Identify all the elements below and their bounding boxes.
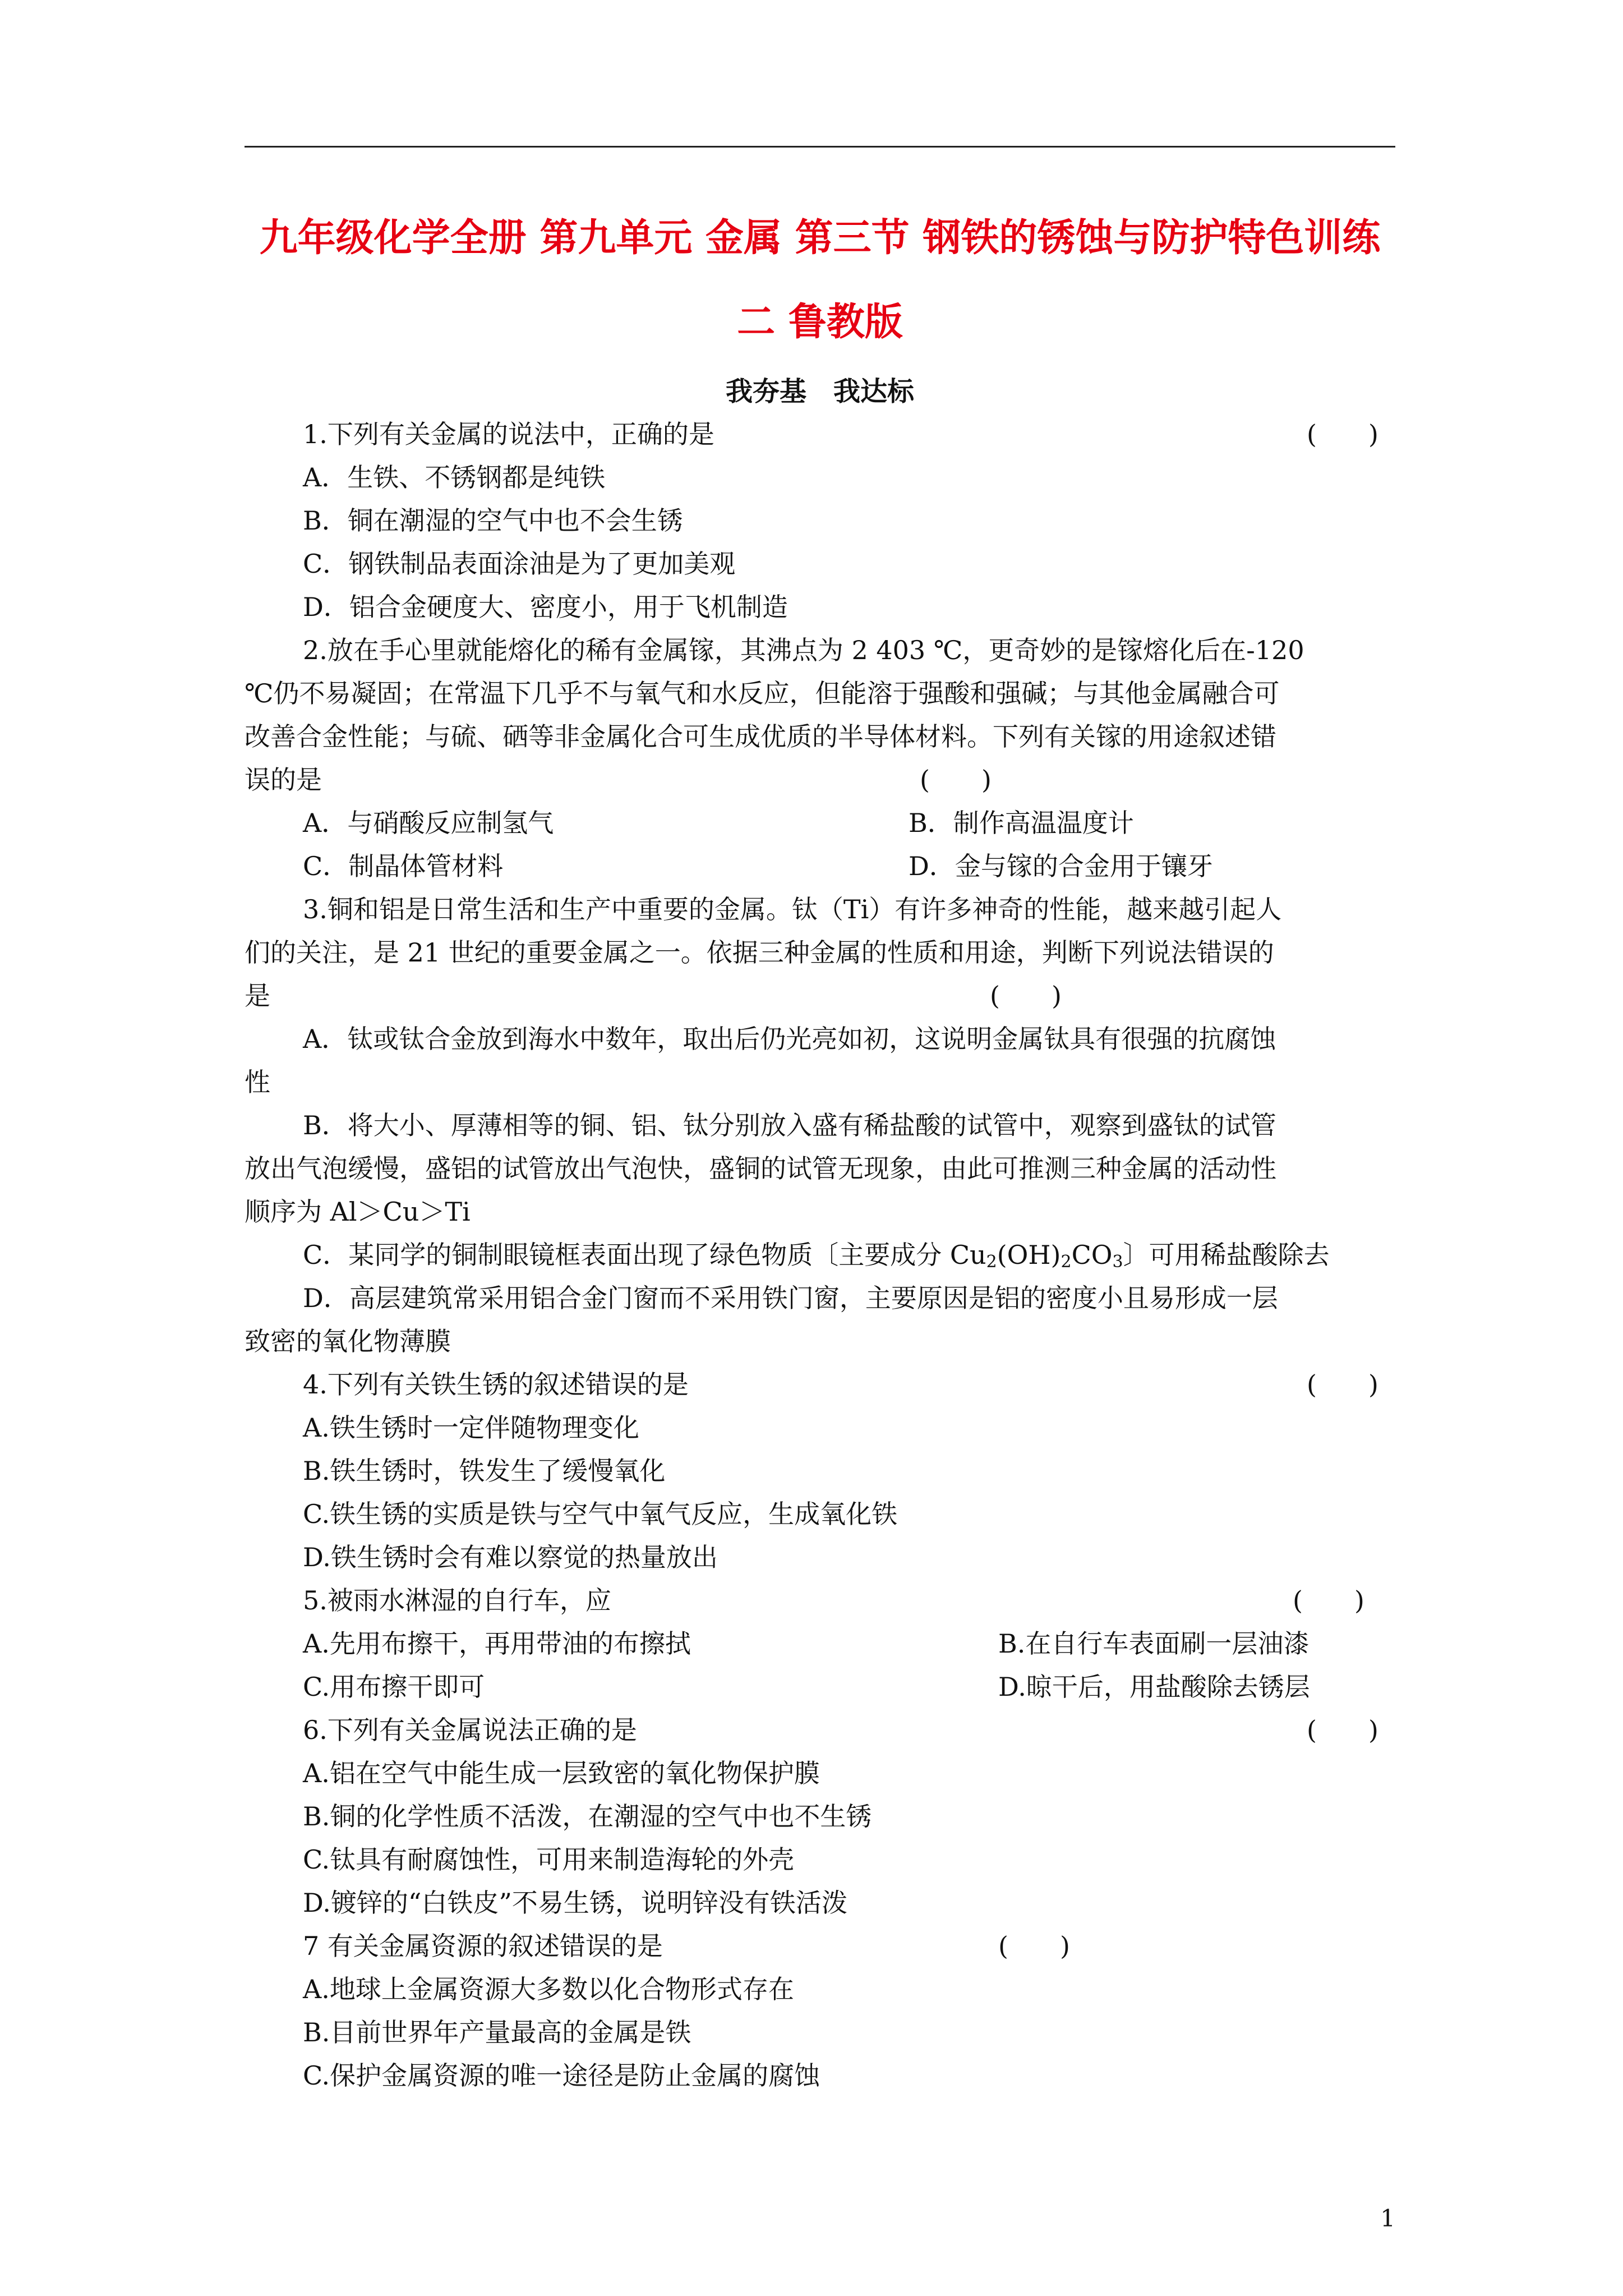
question-1-stem: 1.下列有关金属的说法中，正确的是 xyxy=(303,419,714,449)
question-2-stem-line-3: 改善合金性能；与硫、硒等非金属化合可生成优质的半导体材料。下列有关镓的用途叙述错 xyxy=(245,721,1276,752)
question-2-stem-line-2: ℃仍不易凝固；在常温下几乎不与氧气和水反应，但能溶于强酸和强碱；与其他金属融合可 xyxy=(245,678,1280,708)
subscript: 2 xyxy=(1061,1252,1072,1272)
question-2-option-c: C．制晶体管材料 xyxy=(303,851,504,881)
question-3-stem-line-3: 是 xyxy=(245,981,270,1011)
question-2-stem-line-4: 误的是 xyxy=(245,765,322,795)
question-5-option-d: D.晾干后，用盐酸除去锈层 xyxy=(998,1672,1310,1702)
question-3-option-a-line-2: 性 xyxy=(245,1067,270,1097)
header-rule xyxy=(245,146,1395,148)
question-3-option-a-line-1: A．钛或钛合金放到海水中数年，取出后仍光亮如初，这说明金属钛具有很强的抗腐蚀 xyxy=(303,1024,1276,1054)
question-2-option-d: D．金与镓的合金用于镶牙 xyxy=(909,851,1213,881)
question-3-option-b-line-2: 放出气泡缓慢，盛铝的试管放出气泡快，盛铜的试管无现象，由此可推测三种金属的活动性 xyxy=(245,1153,1276,1184)
question-6-option-c: C.钛具有耐腐蚀性，可用来制造海轮的外壳 xyxy=(303,1844,795,1875)
question-1-option-c: C．钢铁制品表面涂油是为了更加美观 xyxy=(303,549,736,579)
question-5-stem: 5.被雨水淋湿的自行车，应 xyxy=(303,1585,611,1616)
question-3-stem-line-1: 3.铜和铝是日常生活和生产中重要的金属。钛（Ti）有许多神奇的性能，越来越引起人 xyxy=(303,894,1282,924)
question-3-option-b-line-3: 顺序为 Al＞Cu＞Ti xyxy=(245,1197,471,1227)
question-3-answer-bracket: ( ) xyxy=(990,981,1062,1011)
question-4-stem: 4.下列有关铁生锈的叙述错误的是 xyxy=(303,1369,689,1400)
question-1-option-b: B．铜在潮湿的空气中也不会生锈 xyxy=(303,505,683,536)
question-4-answer-bracket: ( ) xyxy=(1307,1369,1378,1400)
question-3-option-c-text-2: (OH) xyxy=(997,1240,1061,1270)
question-5-option-b: B.在自行车表面刷一层油漆 xyxy=(998,1628,1310,1659)
question-3-option-d-line-2: 致密的氧化物薄膜 xyxy=(245,1326,451,1356)
question-6-option-a: A.铝在空气中能生成一层致密的氧化物保护膜 xyxy=(303,1758,820,1788)
question-7-stem: 7 有关金属资源的叙述错误的是 xyxy=(303,1931,663,1961)
question-3-option-c-text-3: CO xyxy=(1071,1240,1113,1270)
question-5-answer-bracket: ( ) xyxy=(1293,1585,1364,1616)
question-7-option-b: B.目前世界年产量最高的金属是铁 xyxy=(303,2017,691,2047)
question-3-option-c-text-1: C．某同学的铜制眼镜框表面出现了绿色物质〔主要成分 Cu xyxy=(303,1240,986,1270)
question-1-option-a: A．生铁、不锈钢都是纯铁 xyxy=(303,462,606,493)
question-2-option-b: B．制作高温温度计 xyxy=(909,808,1134,838)
question-4-option-a: A.铁生锈时一定伴随物理变化 xyxy=(303,1412,639,1443)
question-4-option-b: B.铁生锈时，铁发生了缓慢氧化 xyxy=(303,1456,666,1486)
page-number: 1 xyxy=(1380,2205,1395,2232)
question-7-option-c: C.保护金属资源的唯一途径是防止金属的腐蚀 xyxy=(303,2060,820,2091)
question-2-answer-bracket: ( ) xyxy=(920,765,992,795)
question-7-answer-bracket: ( ) xyxy=(998,1931,1070,1961)
subscript: 2 xyxy=(986,1252,997,1272)
question-1-answer-bracket: ( ) xyxy=(1307,419,1378,449)
question-6-option-d: D.镀锌的“白铁皮”不易生锈，说明锌没有铁活泼 xyxy=(303,1888,847,1918)
question-4-option-d: D.铁生锈时会有难以察觉的热量放出 xyxy=(303,1542,718,1572)
question-3-stem-line-2: 们的关注，是 21 世纪的重要金属之一。依据三种金属的性质和用途，判断下列说法错误的 xyxy=(245,937,1274,968)
question-3-option-d-line-1: D．高层建筑常采用铝合金门窗而不采用铁门窗，主要原因是铝的密度小且易形成一层 xyxy=(303,1283,1278,1313)
question-5-option-a: A.先用布擦干，再用带油的布擦拭 xyxy=(303,1628,691,1659)
question-6-stem: 6.下列有关金属说法正确的是 xyxy=(303,1715,637,1745)
question-6-option-b: B.铜的化学性质不活泼，在潮湿的空气中也不生锈 xyxy=(303,1801,872,1832)
question-4-option-c: C.铁生锈的实质是铁与空气中氧气反应，生成氧化铁 xyxy=(303,1499,898,1529)
question-3-option-b-line-1: B．将大小、厚薄相等的铜、铝、钛分别放入盛有稀盐酸的试管中，观察到盛钛的试管 xyxy=(303,1110,1276,1140)
question-3-option-c-text-4: 〕可用稀盐酸除去 xyxy=(1123,1240,1330,1270)
question-1-option-d: D．铝合金硬度大、密度小，用于飞机制造 xyxy=(303,592,788,622)
question-6-answer-bracket: ( ) xyxy=(1307,1715,1378,1745)
question-7-option-a: A.地球上金属资源大多数以化合物形式存在 xyxy=(303,1974,794,2004)
subscript: 3 xyxy=(1112,1252,1123,1272)
question-3-option-c xyxy=(303,1239,1330,1271)
question-2-stem-line-1: 2.放在手心里就能熔化的稀有金属镓，其沸点为 2 403 ℃，更奇妙的是镓熔化后在-120 xyxy=(303,635,1304,665)
document-title-line-2: 二 鲁教版 xyxy=(737,300,903,344)
question-5-option-c: C.用布擦干即可 xyxy=(303,1672,485,1702)
section-subtitle: 我夯基 我达标 xyxy=(725,376,914,407)
document-title-line-1: 九年级化学全册 第九单元 金属 第三节 钢铁的锈蚀与防护特色训练 xyxy=(259,216,1381,260)
question-2-option-a: A．与硝酸反应制氢气 xyxy=(303,808,554,838)
